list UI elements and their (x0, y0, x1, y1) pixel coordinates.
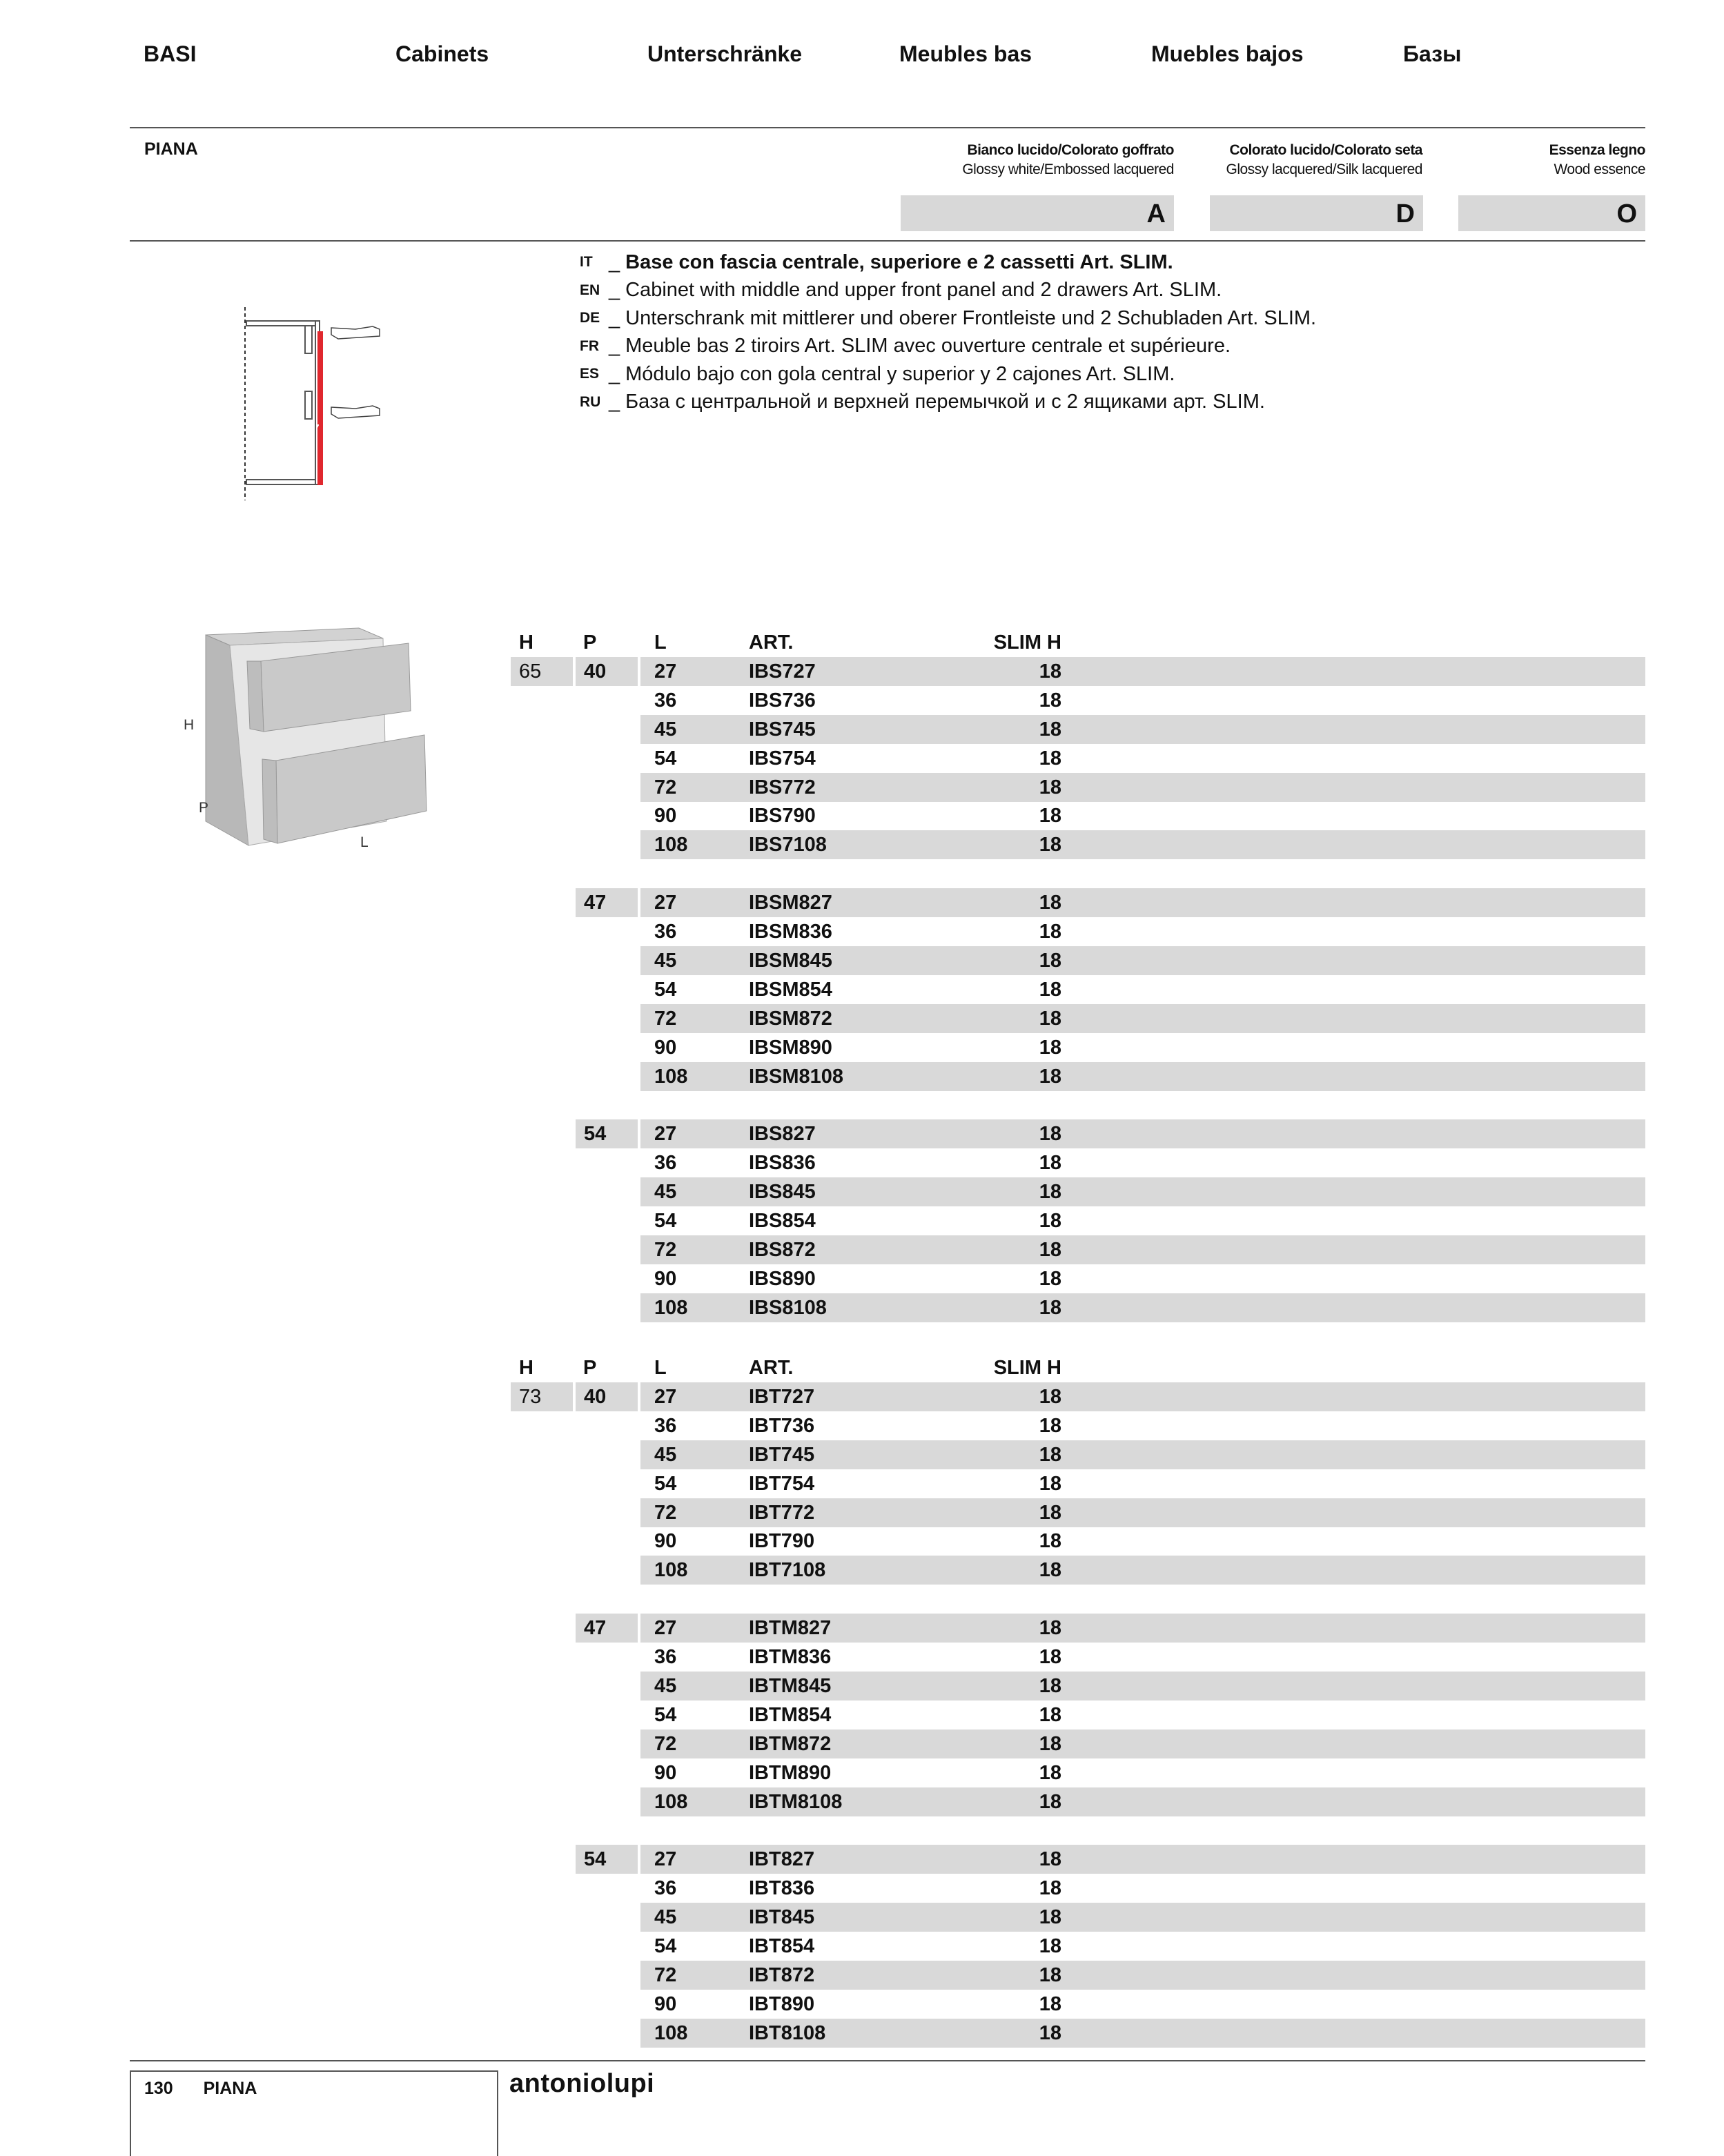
l-value: 36 (654, 921, 677, 943)
l-value: 72 (654, 776, 677, 798)
table-row (640, 1148, 1645, 1177)
description-ru (580, 389, 1316, 417)
slim-h-value: 18 (1039, 805, 1061, 827)
slim-h-value: 18 (1039, 1732, 1061, 1755)
article-code: IBTM8108 (749, 1790, 843, 1813)
lang-code: IT (580, 254, 593, 271)
l-value: 54 (654, 1703, 677, 1726)
l-value: 27 (654, 1617, 677, 1640)
table-row (640, 1235, 1645, 1264)
lang-separator: _ (609, 306, 620, 329)
table-row (640, 1264, 1645, 1293)
l-value: 27 (654, 1848, 677, 1871)
article-code: IBT7108 (749, 1559, 826, 1582)
title-it: BASI (144, 41, 197, 66)
footer-section: PIANA (203, 2079, 257, 2098)
lang-separator: _ (609, 362, 620, 385)
label-p: P (199, 800, 209, 816)
slim-h-value: 18 (1039, 1385, 1061, 1408)
header-col-slim-h: SLIM H (993, 1357, 1061, 1379)
label-h: H (184, 717, 195, 733)
l-value: 45 (654, 1181, 677, 1204)
header-col-h: H (519, 1357, 533, 1379)
article-code: IBTM836 (749, 1646, 832, 1668)
l-value: 54 (654, 1472, 677, 1495)
article-code: IBSM8108 (749, 1065, 844, 1088)
slim-h-value: 18 (1039, 1848, 1061, 1871)
l-value: 45 (654, 1443, 677, 1466)
lang-separator: _ (609, 279, 620, 302)
l-value: 54 (654, 978, 677, 1001)
slim-h-value: 18 (1039, 718, 1061, 741)
article-code: IBT872 (749, 1963, 815, 1986)
slim-h-value: 18 (1039, 1617, 1061, 1640)
l-value: 72 (654, 1732, 677, 1755)
table-row (640, 1440, 1645, 1469)
finish-o-code: O (1616, 199, 1637, 228)
l-value: 36 (654, 1152, 677, 1175)
l-value: 27 (654, 660, 677, 683)
lang-code: DE (580, 310, 600, 326)
description-it (580, 248, 1316, 277)
slim-h-value: 18 (1039, 660, 1061, 683)
section-name: PIANA (144, 139, 198, 159)
cell-h (511, 1382, 573, 1411)
slim-h-value: 18 (1039, 747, 1061, 770)
table-row (640, 2019, 1645, 2048)
header-col-h: H (519, 631, 533, 654)
slim-h-value: 18 (1039, 1123, 1061, 1146)
table-row (640, 1787, 1645, 1816)
slim-h-value: 18 (1039, 1906, 1061, 1929)
article-code: IBS854 (749, 1210, 816, 1232)
brand-logo: antoniolupi (509, 2069, 655, 2098)
description-text: Cabinet with middle and upper front panel and 2 drawers Art. SLIM. (625, 279, 1222, 302)
description-text: База с центральной и верхней перемычкой и с 2 ящиками арт. SLIM. (625, 391, 1265, 413)
title-ru: Базы (1403, 41, 1462, 66)
table-header (511, 1353, 1645, 1382)
article-code: IBT745 (749, 1443, 815, 1466)
description-text: Módulo bajo con gola central y superior y 2 cajones Art. SLIM. (625, 362, 1175, 385)
slim-h-value: 18 (1039, 892, 1061, 914)
article-code: IBS836 (749, 1152, 816, 1175)
l-value: 45 (654, 949, 677, 972)
slim-h-value: 18 (1039, 834, 1061, 856)
article-code: IBT727 (749, 1385, 815, 1408)
l-value: 72 (654, 1238, 677, 1261)
article-code: IBTM890 (749, 1761, 832, 1784)
article-code: IBT836 (749, 1877, 815, 1900)
article-code: IBT890 (749, 1992, 815, 2015)
title-en: Cabinets (395, 41, 489, 66)
hand-upper-icon (331, 326, 380, 339)
slim-h-value: 18 (1039, 1181, 1061, 1204)
article-code: IBS727 (749, 660, 816, 683)
footer-rule (130, 2060, 1645, 2061)
lang-separator: _ (609, 391, 620, 413)
description-es (580, 360, 1316, 389)
table-row (640, 1498, 1645, 1527)
table-row (640, 1293, 1645, 1322)
l-value: 90 (654, 1761, 677, 1784)
table-row (640, 1556, 1645, 1585)
table-row (640, 975, 1645, 1004)
lang-code: ES (580, 366, 600, 382)
l-value: 72 (654, 1963, 677, 1986)
table-row (640, 1874, 1645, 1903)
article-code: IBS754 (749, 747, 816, 770)
article-code: IBS772 (749, 776, 816, 798)
title-de: Unterschränke (647, 41, 803, 66)
slim-h-value: 18 (1039, 1007, 1061, 1030)
header-col-slim-h: SLIM H (993, 631, 1061, 654)
article-code: IBT736 (749, 1414, 815, 1437)
p-value: 54 (584, 1123, 607, 1146)
article-code: IBS790 (749, 805, 816, 827)
table-row (640, 1701, 1645, 1729)
description-text: Base con fascia centrale, superiore e 2 cassetti Art. SLIM. (625, 251, 1173, 273)
l-value: 108 (654, 2021, 688, 2044)
slim-h-value: 18 (1039, 1296, 1061, 1319)
article-code: IBSM845 (749, 949, 832, 972)
slim-h-value: 18 (1039, 1646, 1061, 1668)
article-code: IBS8108 (749, 1296, 827, 1319)
finish-o-name: Essenza legno (1549, 142, 1645, 158)
description-list (580, 248, 1316, 416)
l-value: 72 (654, 1501, 677, 1524)
l-value: 27 (654, 1123, 677, 1146)
slim-h-value: 18 (1039, 1935, 1061, 1957)
slim-h-value: 18 (1039, 1210, 1061, 1232)
slim-h-value: 18 (1039, 1443, 1061, 1466)
cell-p (576, 1614, 638, 1643)
l-value: 36 (654, 1877, 677, 1900)
drawer-front-upper (317, 331, 323, 424)
l-value: 54 (654, 1210, 677, 1232)
l-value: 54 (654, 747, 677, 770)
cell-p (576, 1119, 638, 1148)
p-value: 47 (584, 1617, 607, 1640)
table-row (640, 1004, 1645, 1033)
table-row (640, 1469, 1645, 1498)
article-code: IBT754 (749, 1472, 815, 1495)
article-code: IBT854 (749, 1935, 815, 1957)
slim-h-value: 18 (1039, 1414, 1061, 1437)
l-value: 108 (654, 1065, 688, 1088)
l-value: 108 (654, 834, 688, 856)
slim-h-value: 18 (1039, 1152, 1061, 1175)
lang-code: RU (580, 393, 601, 410)
title-fr: Meubles bas (899, 41, 1032, 66)
table-row (640, 715, 1645, 744)
table-row (640, 1119, 1645, 1148)
label-l: L (360, 834, 369, 850)
h-value: 65 (519, 660, 542, 683)
finish-d-subtitle: Glossy lacquered/Silk lacquered (1226, 161, 1422, 177)
table-row (640, 657, 1645, 686)
table-row (640, 1177, 1645, 1206)
article-code: IBS872 (749, 1238, 816, 1261)
l-value: 90 (654, 1036, 677, 1059)
table-row (640, 888, 1645, 917)
l-value: 90 (654, 1992, 677, 2015)
article-code: IBS736 (749, 689, 816, 712)
p-value: 40 (584, 660, 607, 683)
header-col-art: ART. (749, 1357, 794, 1379)
table-row (640, 1903, 1645, 1932)
lang-code: EN (580, 282, 600, 298)
table-row (640, 1845, 1645, 1874)
cell-p (576, 1845, 638, 1874)
footer-page (144, 2079, 257, 2099)
table-row (640, 917, 1645, 946)
slim-h-value: 18 (1039, 776, 1061, 798)
description-text: Unterschrank mit mittlerer und oberer Frontleiste und 2 Schubladen Art. SLIM. (625, 306, 1317, 329)
slim-h-value: 18 (1039, 1472, 1061, 1495)
table-row (640, 1990, 1645, 2019)
header-col-p: P (583, 631, 597, 654)
slim-h-value: 18 (1039, 1530, 1061, 1553)
slim-h-value: 18 (1039, 1267, 1061, 1290)
l-value: 27 (654, 892, 677, 914)
slim-h-value: 18 (1039, 689, 1061, 712)
slim-h-value: 18 (1039, 1036, 1061, 1059)
slim-h-value: 18 (1039, 2021, 1061, 2044)
table-row (640, 1206, 1645, 1235)
lang-code: FR (580, 337, 599, 354)
slim-h-value: 18 (1039, 978, 1061, 1001)
article-code: IBT8108 (749, 2021, 826, 2044)
l-value: 90 (654, 805, 677, 827)
article-code: IBSM890 (749, 1036, 832, 1059)
finish-o (1549, 141, 1645, 179)
cell-h (511, 657, 573, 686)
finish-rule (130, 240, 1645, 242)
slim-h-value: 18 (1039, 1238, 1061, 1261)
article-code: IBSM854 (749, 978, 832, 1001)
header-col-l: L (654, 631, 667, 654)
description-fr (580, 333, 1316, 361)
l-value: 45 (654, 718, 677, 741)
slim-h-value: 18 (1039, 1761, 1061, 1784)
article-code: IBTM872 (749, 1732, 832, 1755)
page-number: 130 (144, 2079, 173, 2098)
finish-o-swatch (1458, 195, 1645, 231)
table-row (640, 744, 1645, 773)
article-code: IBS745 (749, 718, 816, 741)
description-en (580, 277, 1316, 305)
table-row (640, 1932, 1645, 1961)
lang-separator: _ (609, 335, 620, 357)
article-code: IBTM827 (749, 1617, 832, 1640)
p-value: 40 (584, 1385, 607, 1408)
finish-d-code: D (1395, 199, 1415, 228)
article-code: IBT827 (749, 1848, 815, 1871)
article-code: IBTM854 (749, 1703, 832, 1726)
table-row (640, 1961, 1645, 1990)
article-code: IBSM836 (749, 921, 832, 943)
article-code: IBS890 (749, 1267, 816, 1290)
p-value: 47 (584, 892, 607, 914)
finish-d (1226, 141, 1423, 179)
slim-h-value: 18 (1039, 1703, 1061, 1726)
l-value: 108 (654, 1296, 688, 1319)
cell-p (576, 657, 638, 686)
table-header (511, 628, 1645, 657)
h-value: 73 (519, 1385, 542, 1408)
finish-a-name: Bianco lucido/Colorato goffrato (967, 142, 1174, 158)
l-value: 45 (654, 1674, 677, 1697)
header-col-p: P (583, 1357, 597, 1379)
slim-h-value: 18 (1039, 1559, 1061, 1582)
article-code: IBT845 (749, 1906, 815, 1929)
table-row (640, 1643, 1645, 1672)
table-row (640, 801, 1645, 830)
article-code: IBTM845 (749, 1674, 832, 1697)
article-code: IBS845 (749, 1181, 816, 1204)
table-row (640, 773, 1645, 802)
cell-p (576, 888, 638, 917)
table-row (640, 1672, 1645, 1701)
slim-h-value: 18 (1039, 1790, 1061, 1813)
table-row (640, 1729, 1645, 1758)
l-value: 90 (654, 1267, 677, 1290)
slim-h-value: 18 (1039, 1877, 1061, 1900)
finish-a (962, 141, 1174, 179)
finish-a-swatch (901, 195, 1174, 231)
lang-separator: _ (609, 251, 620, 273)
header-col-art: ART. (749, 631, 794, 654)
finish-o-subtitle: Wood essence (1554, 161, 1645, 177)
cabinet-illustration (173, 614, 442, 863)
l-value: 45 (654, 1906, 677, 1929)
table-row (640, 1614, 1645, 1643)
slim-h-value: 18 (1039, 1501, 1061, 1524)
article-code: IBS7108 (749, 834, 827, 856)
description-de (580, 304, 1316, 333)
header-col-l: L (654, 1357, 667, 1379)
slim-h-value: 18 (1039, 921, 1061, 943)
slim-h-value: 18 (1039, 949, 1061, 972)
table-row (640, 1033, 1645, 1062)
hand-lower-icon (331, 406, 380, 418)
slim-h-value: 18 (1039, 1992, 1061, 2015)
l-value: 108 (654, 1790, 688, 1813)
description-text: Meuble bas 2 tiroirs Art. SLIM avec ouverture centrale et supérieure. (625, 335, 1231, 357)
table-row (640, 1527, 1645, 1556)
article-code: IBT790 (749, 1530, 815, 1553)
table-row (640, 1758, 1645, 1787)
slim-h-value: 18 (1039, 1674, 1061, 1697)
table-row (640, 1382, 1645, 1411)
article-code: IBSM827 (749, 892, 832, 914)
article-code: IBT772 (749, 1501, 815, 1524)
table-row (640, 946, 1645, 975)
slim-h-value: 18 (1039, 1065, 1061, 1088)
l-value: 36 (654, 1414, 677, 1437)
p-value: 54 (584, 1848, 607, 1871)
table-row (640, 1062, 1645, 1091)
section-diagram (235, 300, 393, 507)
header-rule (130, 127, 1645, 128)
slim-h-value: 18 (1039, 1963, 1061, 1986)
l-value: 90 (654, 1530, 677, 1553)
l-value: 108 (654, 1559, 688, 1582)
table-row (640, 830, 1645, 859)
l-value: 36 (654, 689, 677, 712)
finish-a-code: A (1146, 199, 1166, 228)
l-value: 54 (654, 1935, 677, 1957)
l-value: 36 (654, 1646, 677, 1668)
table-row (640, 1411, 1645, 1440)
l-value: 72 (654, 1007, 677, 1030)
cell-p (576, 1382, 638, 1411)
table-row (640, 686, 1645, 715)
finish-d-swatch (1210, 195, 1423, 231)
finish-a-subtitle: Glossy white/Embossed lacquered (962, 161, 1174, 177)
title-es: Muebles bajos (1151, 41, 1304, 66)
article-code: IBSM872 (749, 1007, 832, 1030)
finish-d-name: Colorato lucido/Colorato seta (1229, 142, 1422, 158)
drawer-front-lower (317, 418, 323, 485)
article-code: IBS827 (749, 1123, 816, 1146)
l-value: 27 (654, 1385, 677, 1408)
